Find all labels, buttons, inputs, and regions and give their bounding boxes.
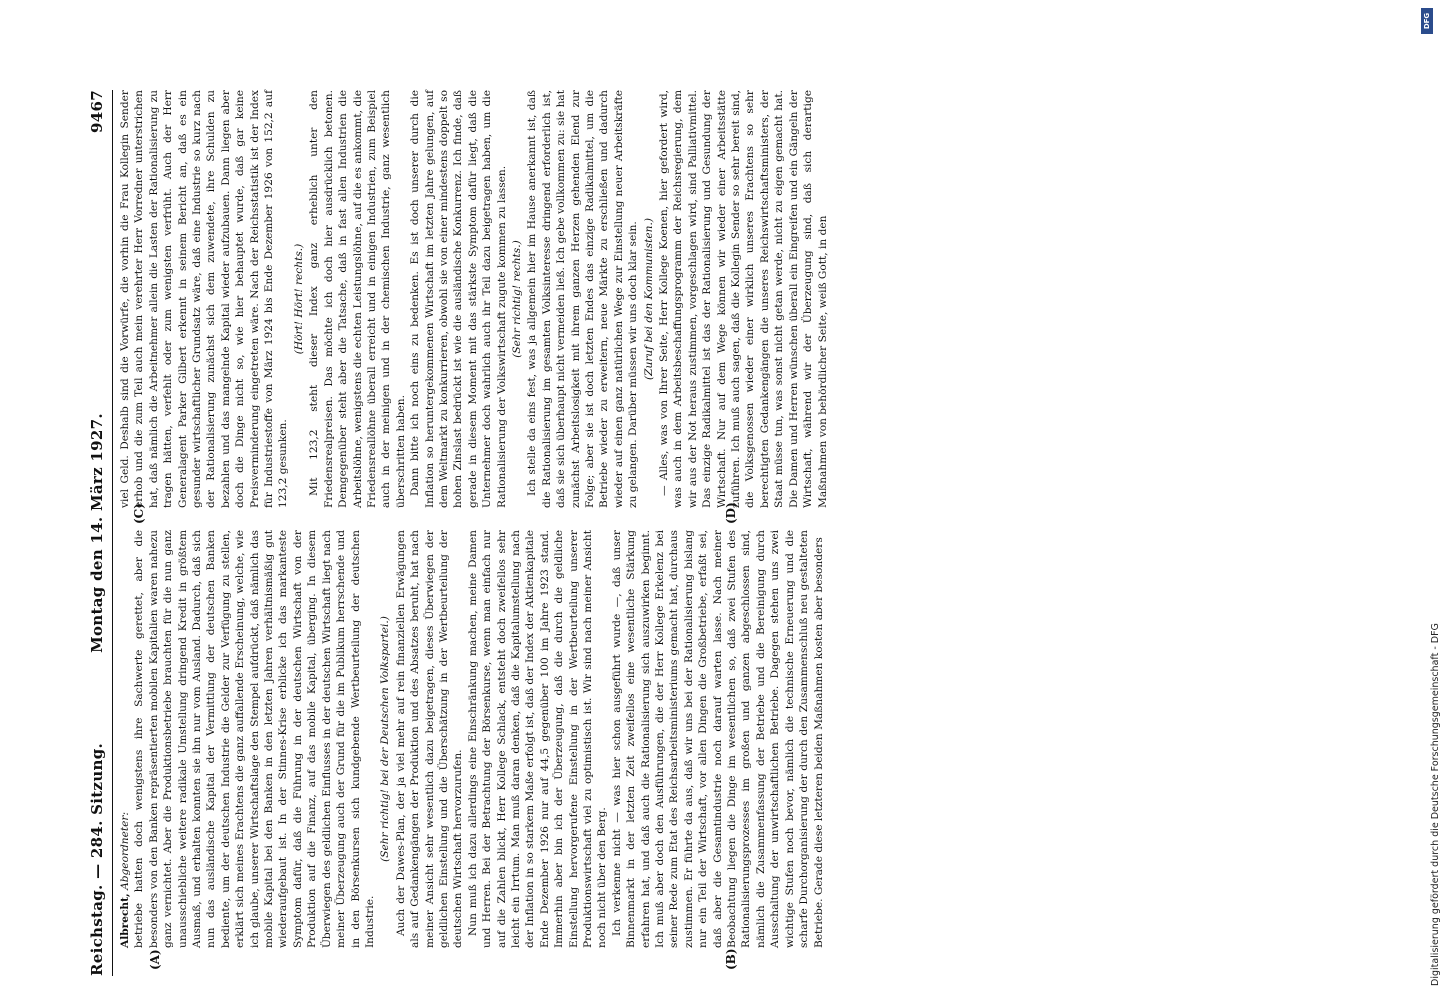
paragraph: Mit 123,2 steht dieser Index ganz erheblich unter den Friedensrealpreisen. Das möchte ich doch hier ausdrücklich betonen. Demgegenüber steht aber die Tatsache, daß in fast allen Industrien die Arbeitslöhne, wenigstens die echten Leistungslöhne, auf die es ankommt, die Friedensreallöhne überall erreicht und in einigen Industrien, zum Beispiel auch in der meinigen und in der chemischen Industrie, ganz wesentlich überschritten haben. xyxy=(308,90,407,508)
paragraph: Dann bitte ich noch eins zu bedenken. Es ist doch unserer durch die Inflation so heruntergekommenen Wirtschaft im letzten Jahre gelungen, auf dem Weltmarkt zu konkurrieren, obwohl sie von einer mindestens doppelt so hohen Zinslast bedrückt ist wie die ausländische Konkurrenz. Ich finde, daß gerade in diesem Moment mit das stärkste Symptom dafür liegt, daß die Unternehmer doch wahrlich auch ihr Teil dazu beigetragen haben, um die Rationalisierung der Volkswirtschaft zugute kommen zu lassen. xyxy=(409,90,508,508)
paragraph: — Alles, was von Ihrer Seite, Herr Kollege Koenen, hier gefordert wird, was auch in dem Arbeitsbeschaffungsprogramm der Reichsregierung, dem wir aus der Not heraus zustimmen, vorgeschlagen wird, sind Palliativmittel. Das einzige Radikalmittel ist das der Rationalisierung und Gesundung der Wirtschaft. Nur auf dem Wege können wir wieder einer Arbeitsstätte zuführen. Ich muß auch sagen, daß die Kollegin Sender so sehr bereit sind, die Volksgenossen wieder einer wirklich unseres Erachtens so sehr berechtigten Gedankengängen die unseres Reichswirtschaftsministers, der Staat müsse tun, was sonst nicht getan werde, nicht zu eigen gemacht hat. Die Damen und Herren wünschen überall ein Eingreifen und ein Gängeln der Wirtschaft, während wir der Überzeugung sind, daß sich derartige Maßnahmen von behördlicher Seite, weiß Gott, in den xyxy=(658,90,829,508)
paragraph: betriebe hatten doch wenigstens ihre Sachwerte gerettet, aber die besonders von den Banken repräsentierten mobilen Kapitalien waren nahezu ganz vernichtet. Aber die Produktionsbetriebe brauchten für die nun ganz unausschiebliche weitere radikale Umstellung dringend Kredit in größtem Ausmaß, und erhalten konnten sie ihn nur vom Ausland. Dadurch, daß sich nun das ausländische Kapital der Vermittlung der deutschen Banken bediente, um der deutschen Industrie die Gelder zur Verfügung zu stellen, erklärt sich meines Erachtens die ganz auffallende Erscheinung, welche, wie ich glaube, unserer Wirtschaftslage den Stempel aufdrückt, daß nämlich das mobile Kapital bei den Banken in den letzten Jahren verhältnismäßig gut wiederaufgebaut ist. In der Stinnes-Krise erblicke ich das markanteste Symptom dafür, daß die Führung in der deutschen Wirtschaft von der Produktion auf die Finanz, auf das mobile Kapital, überging. In diesem Überwiegen des geldlichen Einflusses in der deutschen Wirtschaft liegt nach meiner Überzeugung auch der Grund für die im Publikum herrschende und in den Börsenkursen sich kundgebende Wertbeurteilung der deutschen Industrie. xyxy=(133,530,376,948)
speaker-name: Albrecht, xyxy=(119,893,131,948)
interjection: (Sehr richtig! rechts.) xyxy=(510,240,523,358)
page-number: 9467 xyxy=(88,90,106,133)
interjection: (Zuruf bei den Kommunisten.) xyxy=(642,218,655,380)
interjection: (Hört! Hört! rechts.) xyxy=(292,243,305,355)
paragraph: Ich verkenne nicht — was hier schon ausgeführt wurde —, daß unser Binnenmarkt in der letzten Zeit zweifellos eine wesentliche Stärkung erfahren hat, und daß auch die Rationalisierung sich auszuwirken beginnt. Ich muß aber doch den Ausführungen, die der Herr Kollege Erkelenz bei seiner Rede zum Etat des Reichsarbeitsministeriums gemacht hat, durchaus zustimmen. Er führte da aus, daß wir uns bei der Rationalisierung bislang nur ein Teil der Wirtschaft, vor allen Dingen die Großbetriebe, erfaßt sei, daß aber die Gesamtindustrie noch darauf warten lasse. Nach meiner Beobachtung liegen die Dinge im wesentlichen so, daß zwei Stufen des Rationalisierungsprozesses im großen und ganzen abgeschlossen sind, nämlich die Zusammenfassung der Betriebe und die Bereinigung durch Ausschaltung der unwirtschaftlichen Betriebe. Dagegen stehen uns zwei wichtige Stufen noch bevor, nämlich die technische Erneuerung und die scharfe Durchorganisierung der durch den Zusammenschluß neu gestalteten Betriebe. Gerade diese letzteren beiden Maßnahmen kosten aber besonders xyxy=(610,530,825,948)
page-header xyxy=(88,90,110,976)
margin-mark-d: (D) xyxy=(724,502,738,524)
credit-text: Digitalisierung gefördert durch die Deutsche Forschungsgemeinschaft - DFG xyxy=(1430,623,1441,986)
margin-mark-c: (C) xyxy=(132,503,146,524)
header-date: Montag den 14. März 1927. xyxy=(88,413,106,653)
rotated-document-page xyxy=(88,90,1360,976)
speaker-line xyxy=(118,530,132,948)
header-rule xyxy=(112,90,113,976)
paragraph: Ich stelle da eins fest, was ja allgemein hier im Hause anerkannt ist, daß die Rationalisierung im gesamten Volksinteresse dringend erforderlich ist, daß sie sich überhaupt nicht vermeiden ließ. Ich gebe vollkommen zu: sie hat zunächst Arbeitslosigkeit mit ihrem ganzen Herzen gehenden Elend zur Folge; aber sie ist doch letzten Endes das einzige Radikalmittel, um die Betriebe wieder zu erweitern, neue Märkte zu erschließen und dadurch wieder auf einen ganz natürlichen Wege zur Einstellung neuer Arbeitskräfte zu gelangen. Darüber müssen wir uns doch klar sein. xyxy=(526,90,640,508)
speaker-role: Abgeordneter: xyxy=(119,811,131,890)
text-column-left xyxy=(118,530,1353,948)
margin-mark-b: (B) xyxy=(724,948,738,970)
margin-mark-a: (A) xyxy=(148,949,162,970)
paragraph: viel Geld. Deshalb sind die Vorwürfe, die vorhin die Frau Kollegin Sender erhob und die zum Teil auch mein verehrter Herr Vorredner unterstrichen hat, daß nämlich die Arbeitnehmer allein die Lasten der Rationalisierung zu tragen hätten, verfehlt oder zum wenigsten verfrüht. Auch der Herr Generalagent Parker Gilbert erkennt in seinem Bericht an, daß es ein gesunder wirtschaftlicher Grundsatz wäre, daß eine Industrie so kurz nach der Rationalisierung zunächst sich dem zuwendete, ihre Schulden zu bezahlen und das mangelnde Kapital wieder aufzubauen. Dann liegen aber doch die Dinge nicht so, wie hier behauptet wurde, daß gar keine Preisverminderung eingetreten wäre. Nach der Reichsstatistik ist der Index für Industriestoffe von März 1924 bis Ende Dezember 1926 von 152,2 auf 123,2 gesunken. xyxy=(119,90,290,508)
paragraph: Nun muß ich dazu allerdings eine Einschränkung machen, meine Damen und Herren. Bei der Betrachtung der Börsenkurse, wenn man einfach nur auf die Zahlen blickt, Herr Kollege Schlack, entsteht doch zweifellos sehr leicht ein Irrtum. Man muß daran denken, daß die Kapitalumstellung nach der Inflation in so starkem Maße erfolgt ist, daß der Index der Aktienkapitale Ende Dezember 1926 nur auf 44,5 gegenüber 100 im Jahre 1923 stand. Immerhin aber bin ich der Überzeugung, daß die durch die geldliche Einstellung hervorgerufene Einstellung in der Wertbeurteilung unserer Produktionswirtschaft viel zu optimistisch ist. Wir sind nach meiner Ansicht noch nicht über den Berg. xyxy=(466,530,609,948)
digitization-credit xyxy=(1418,10,1441,990)
interjection: (Sehr richtig! bei der Deutschen Volkspartei.) xyxy=(379,616,392,862)
paragraph: Auch der Dawes-Plan, der ja viel mehr auf rein finanziellen Erwägungen als auf Gedankengängen der Produktion und des Absatzes beruht, hat nach meiner Ansicht sehr wesentlich dazu beigetragen, dieses Überwiegen der geldlichen Einstellung und die Überschätzung in der Wertbeurteilung der deutschen Wirtschaft hervorzurufen. xyxy=(394,530,465,948)
header-session: Reichstag. — 284. Sitzung. xyxy=(88,742,106,976)
dfg-logo: DFG xyxy=(1421,8,1433,34)
text-column-right xyxy=(118,90,1353,508)
